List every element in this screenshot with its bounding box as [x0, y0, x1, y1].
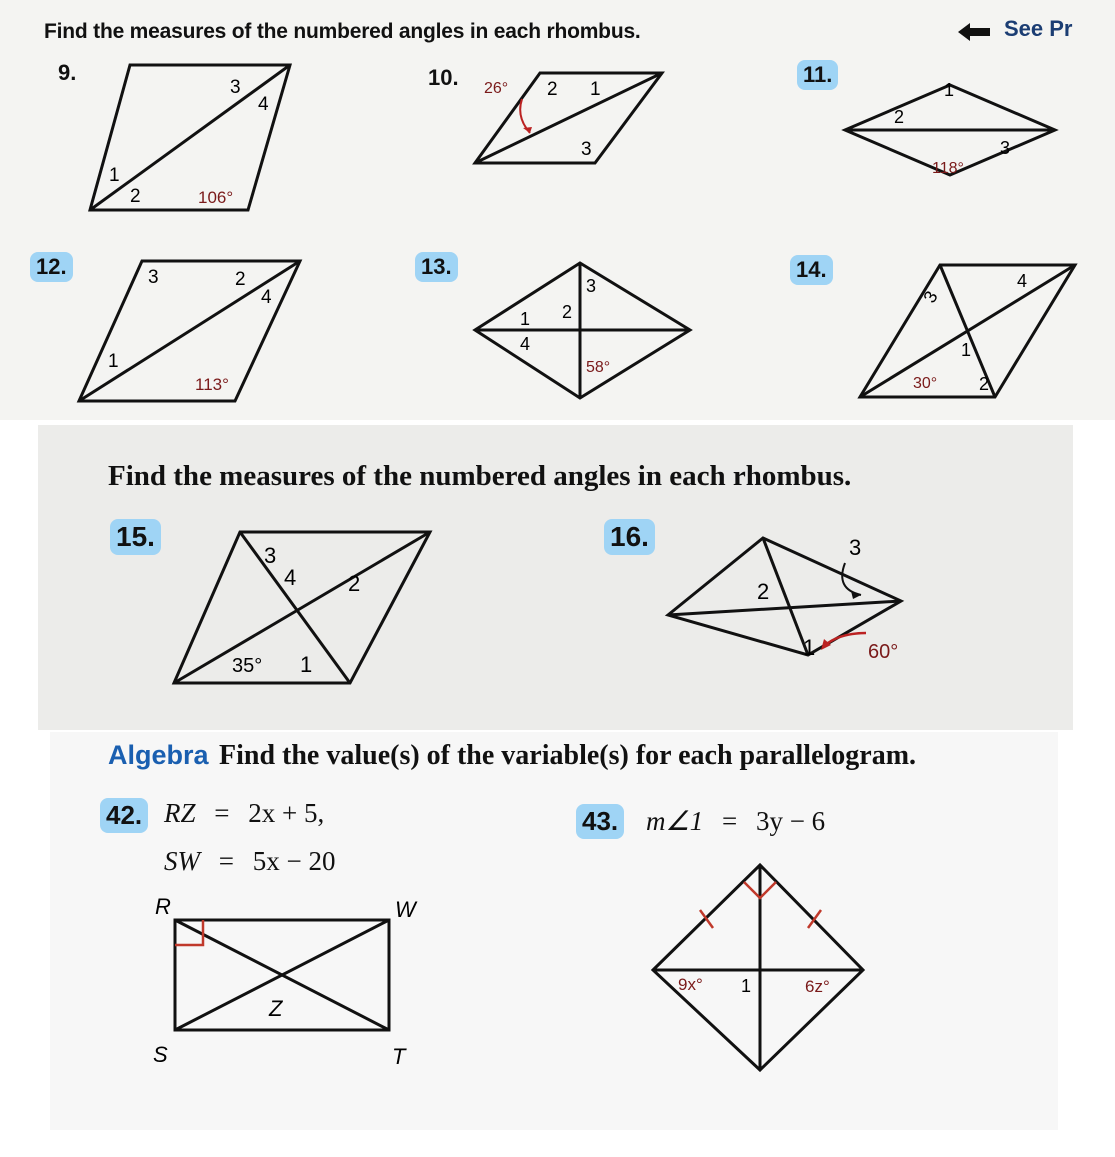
rhombus-10-label-2: 2 [547, 79, 558, 100]
algebra-instructions: Find the value(s) of the variable(s) for each parallelogram. [218, 740, 917, 771]
problem-42-number: 42. [100, 798, 148, 833]
eq-rhs: 3y − 6 [755, 806, 826, 836]
rhombus-16-label-3: 3 [849, 535, 862, 560]
rhombus-10-angle: 26° [484, 80, 509, 97]
eq1-lhs: RZ [164, 798, 196, 828]
rhombus-12-angle: 113° [195, 375, 229, 394]
problem-10-number: 10. [428, 65, 459, 90]
section1-heading: Find the measures of the numbered angles in each rhombus. [44, 20, 641, 43]
eq-lhs: m∠1 [646, 806, 704, 836]
rhombus-43-label-9x: 9x° [678, 975, 703, 994]
rhombus-14-figure [855, 262, 1080, 402]
problem-43-eq: m∠1 = 3y − 6 [646, 806, 826, 836]
problem-13-number: 13. [415, 252, 458, 282]
problem-11-number: 11. [797, 60, 838, 90]
problem-15-number: 15. [110, 519, 161, 555]
rhombus-11-figure [840, 80, 1065, 185]
rhombus-43-label-1: 1 [741, 976, 752, 996]
rhombus-9-label-1: 1 [109, 165, 120, 186]
rhombus-12-label-1: 1 [108, 351, 119, 372]
rhombus-15-label-2: 2 [348, 571, 361, 596]
rhombus-9-label-2: 2 [130, 186, 141, 207]
rhombus-43-label-6z: 6z° [805, 977, 830, 996]
algebra-panel-42-43 [50, 732, 1058, 1130]
exercise-panel-15-16 [38, 425, 1073, 730]
rhombus-12-label-4: 4 [261, 287, 272, 308]
rhombus-9-label-4: 4 [258, 94, 269, 115]
rhombus-15-label-1: 1 [300, 652, 313, 677]
rhombus-15-angle: 35° [232, 655, 263, 677]
algebra-label: Algebra [108, 740, 209, 770]
vertex-Z: Z [269, 996, 283, 1021]
rhombus-15-figure [168, 525, 438, 690]
rhombus-16-figure [663, 533, 908, 663]
rhombus-16-label-1: 1 [803, 635, 816, 660]
rhombus-11-label-1: 1 [944, 80, 955, 100]
vertex-R: R [155, 894, 171, 919]
rhombus-14-label-2: 2 [979, 374, 990, 394]
rhombus-12-label-2: 2 [235, 269, 246, 290]
problem-9-number: 9. [58, 60, 77, 85]
vertex-S: S [153, 1042, 168, 1067]
rhombus-11-angle: 118° [932, 160, 964, 177]
algebra-heading [108, 740, 916, 772]
rhombus-43-figure [645, 860, 870, 1075]
problem-43-number: 43. [576, 804, 624, 839]
rhombus-12-label-3: 3 [148, 267, 159, 288]
problem-16-number: 16. [604, 519, 655, 555]
rhombus-14-label-4: 4 [1017, 271, 1028, 291]
problem-42-eq1: RZ = 2x + 5, [164, 798, 325, 828]
exercise-panel-9-14 [0, 0, 1115, 420]
rhombus-16-angle: 60° [868, 641, 899, 663]
rhombus-13-label-4: 4 [520, 334, 531, 354]
rhombus-10-figure [470, 65, 670, 170]
rhombus-16-label-2: 2 [757, 579, 770, 604]
rhombus-15-label-3: 3 [264, 543, 277, 568]
eq1-rhs: 2x + 5, [248, 798, 325, 828]
rhombus-13-figure [470, 258, 695, 403]
problem-42-eq2: SW = 5x − 20 [164, 846, 336, 876]
rhombus-10-label-3: 3 [581, 139, 592, 160]
rhombus-15-label-4: 4 [284, 565, 297, 590]
eq2-rhs: 5x − 20 [252, 846, 336, 876]
see-problems-link[interactable]: See Pr [1004, 16, 1073, 41]
rhombus-12-figure [75, 253, 310, 408]
rhombus-14-label-3: 3 [919, 287, 942, 307]
section2-heading: Find the measures of the numbered angles in each rhombus. [108, 460, 852, 492]
rhombus-13-label-2: 2 [562, 302, 573, 322]
rhombus-10-label-1: 1 [590, 79, 601, 100]
eq2-lhs: SW [164, 846, 200, 876]
rhombus-9-label-3: 3 [230, 77, 241, 98]
arrow-left-icon[interactable] [956, 21, 992, 43]
rhombus-9-figure [60, 55, 300, 220]
rectangle-42-figure [145, 892, 435, 1077]
vertex-T: T [392, 1044, 406, 1069]
rhombus-13-label-3: 3 [586, 276, 597, 296]
vertex-W: W [395, 897, 416, 922]
rhombus-13-label-1: 1 [520, 309, 531, 329]
rhombus-13-angle: 58° [586, 359, 611, 376]
rhombus-9-angle: 106° [198, 188, 234, 207]
rhombus-14-angle: 30° [913, 375, 938, 392]
problem-14-number: 14. [790, 255, 833, 285]
rhombus-11-label-3: 3 [1000, 138, 1011, 158]
rhombus-11-label-2: 2 [894, 107, 905, 127]
problem-12-number: 12. [30, 252, 73, 282]
rhombus-14-label-1: 1 [961, 340, 972, 360]
